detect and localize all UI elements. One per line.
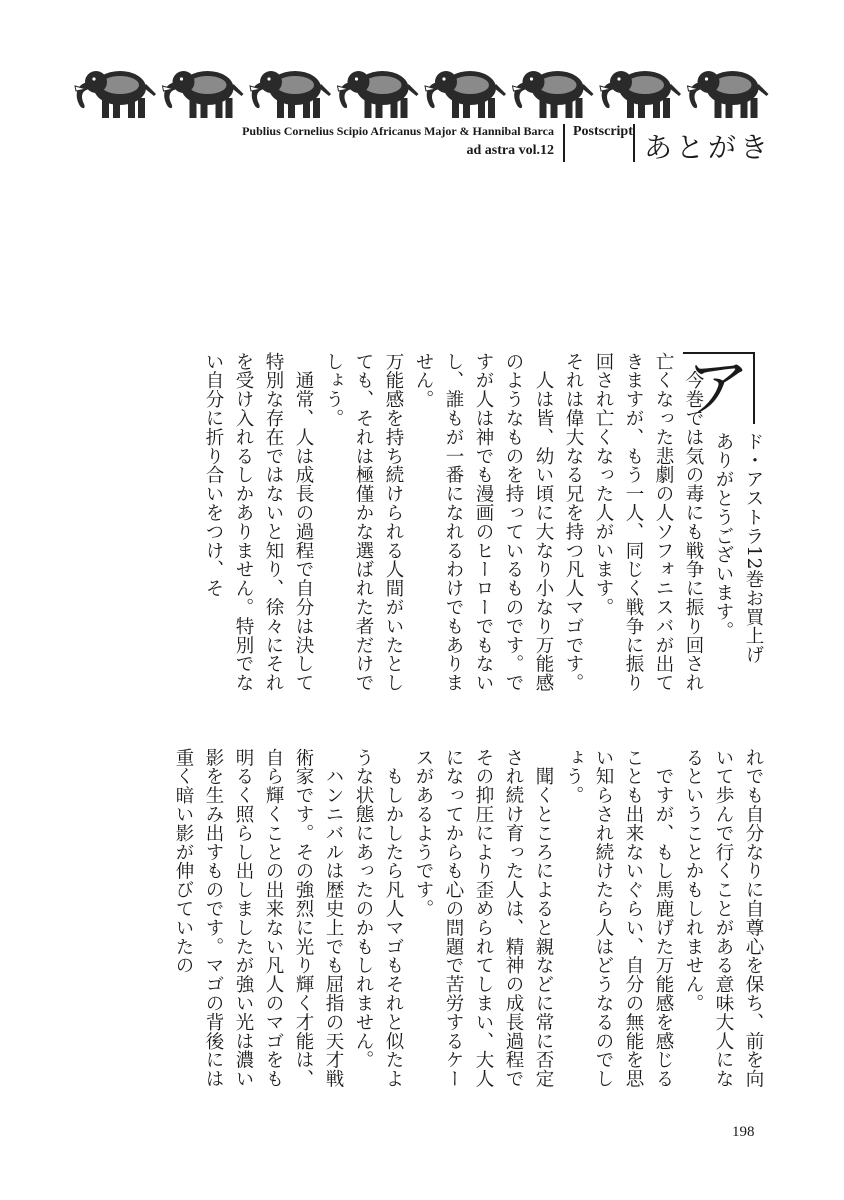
paragraph: ド・アストラ12巻お買上げ <box>743 432 764 665</box>
paragraph: 通常、人は成長の過程で自分は決して特別な存在ではないと知り、徐々にそれを受け入れるしかありません。特別でない自分に折り合いをつけ、そ <box>203 352 314 693</box>
elephant-icon <box>163 71 244 118</box>
header-divider-left <box>563 124 565 162</box>
paragraph: 人は皆、幼い頃に大なり小なり万能感のようなものを持っているものです。ですが人は神でも漫画のヒーローでもないし、誰もが一番になれるわけでもありません。 <box>413 352 554 693</box>
elephant-frieze <box>72 58 772 128</box>
paragraph: れでも自分なりに自尊心を保ち、前を向いて歩んで行くことがある意味大人になるということかもしれません。 <box>683 748 764 1089</box>
paragraph: 万能感を持ち続けられる人間がいたとしても、それは極僅かな選ばれた者だけでしょう。 <box>323 352 404 693</box>
lower-text-block <box>76 748 768 1104</box>
dropcap: ア <box>683 352 755 424</box>
elephant-icon <box>75 71 156 118</box>
paragraph: ハンニバルは歴史上でも屈指の天才戦術家です。その強烈に光り輝く才能は、自ら輝くことの出来ない凡人のマゴをも明るく照らし出しましたが強い光は濃い影を生み出すものです。マゴの背後には重く暗い影が伸びていたの <box>173 748 344 1089</box>
elephant-icon <box>688 71 769 118</box>
header-section-label: Postscript <box>573 124 633 139</box>
page-title: あとがき <box>644 131 773 164</box>
page-number: 198 <box>732 1124 755 1140</box>
elephant-icon <box>513 71 594 118</box>
paragraph: もしかしたら凡人マゴもそれと似たような状態にあったのかもしれません。 <box>353 748 404 1089</box>
elephant-icon <box>250 71 331 118</box>
elephant-icon <box>425 71 506 118</box>
header-divider-right <box>633 124 635 162</box>
paragraph: それは偉大なる兄を持つ凡人マゴです。 <box>563 352 584 693</box>
upper-text-block <box>76 352 768 710</box>
header-subtitle <box>242 122 554 160</box>
paragraph: 今巻では気の毒にも戦争に振り回され亡くなった悲劇の人ソフォニスバが出てきますが、もう一人、同じく戦争に振り回され亡くなった人がいます。 <box>593 352 704 693</box>
header-subtitle-line2: ad astra vol.12 <box>466 143 554 158</box>
paragraph: ですが、もし馬鹿げた万能感を感じることも出来ないぐらい、自分の無能を思い知らされ続けたら人はどうなるのでしょう。 <box>563 748 674 1089</box>
paragraph: ありがとうございます。 <box>713 432 734 640</box>
paragraph: 聞くところによると親などに常に否定され続け育った人は、精神の成長過程でその抑圧により歪められてしまい、大人になってからも心の問題で苦労するケースがあるようです。 <box>413 748 554 1089</box>
elephant-icon <box>338 71 419 118</box>
elephant-icon <box>600 71 681 118</box>
header-subtitle-line1: Publius Cornelius Scipio Africanus Major & Hannibal Barca <box>242 124 554 138</box>
